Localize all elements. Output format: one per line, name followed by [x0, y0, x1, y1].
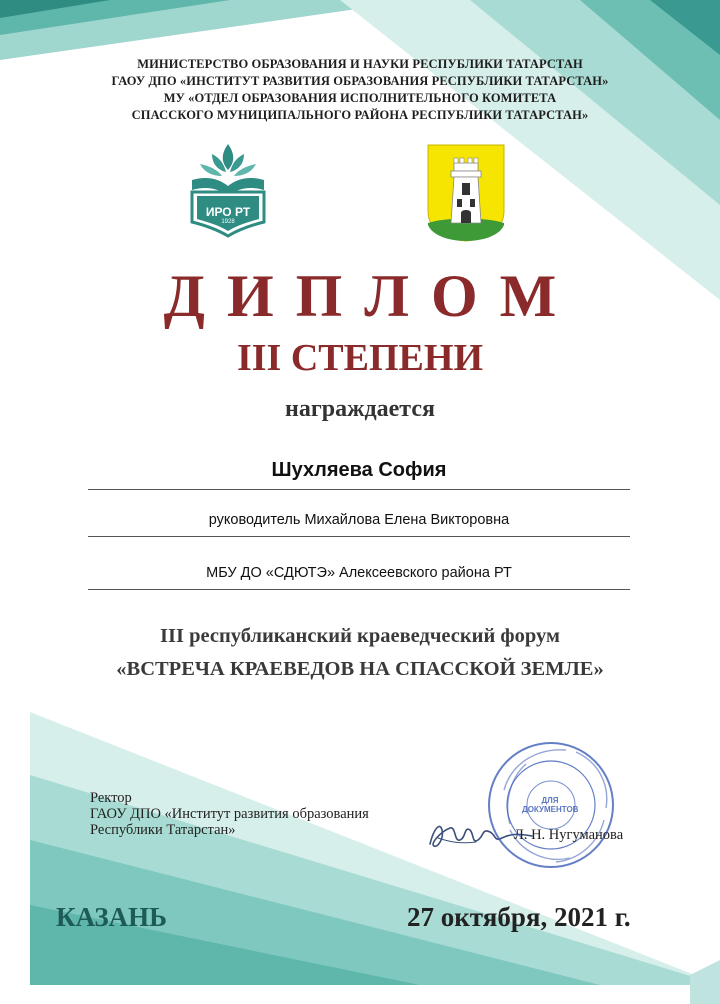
signatory-name: Л. Н. Нугуманова — [514, 827, 624, 843]
recipient-leader: руководитель Михайлова Елена Викторовна — [88, 508, 630, 537]
signatory-position-line: Ректор — [90, 790, 132, 806]
issue-date: 27 октября, 2021 г. — [407, 902, 631, 932]
event-title — [0, 620, 720, 686]
header-line: ГАОУ ДПО «ИНСТИТУТ РАЗВИТИЯ ОБРАЗОВАНИЯ РЕСПУБЛИКИ ТАТАРСТАН» — [111, 74, 609, 88]
stamp-center-text: ДЛЯ ДОКУМЕНТОВ — [522, 796, 579, 814]
iro-logo-year: 1928 — [221, 219, 235, 225]
header-line: МИНИСТЕРСТВО ОБРАЗОВАНИЯ И НАУКИ РЕСПУБЛИКИ ТАТАРСТАН — [137, 57, 583, 71]
coat-of-arms-icon — [426, 143, 506, 243]
issuing-organizations — [0, 56, 720, 124]
award-degree: III СТЕПЕНИ — [236, 337, 484, 379]
event-title-line: III республиканский краеведческий форум — [160, 625, 560, 647]
iro-logo-text: ИРО РТ — [205, 205, 251, 219]
header-line: МУ «ОТДЕЛ ОБРАЗОВАНИЯ ИСПОЛНИТЕЛЬНОГО КОМИТЕТА — [163, 91, 557, 105]
recipient-organization: МБУ ДО «СДЮТЭ» Алексеевского района РТ — [88, 560, 630, 590]
signatory-position-line: ГАОУ ДПО «Институт развития образования — [90, 806, 369, 822]
signatory-position-line: Республики Татарстан» — [90, 822, 236, 838]
awarded-label: награждается — [285, 396, 435, 422]
city-label: КАЗАНЬ — [56, 902, 168, 932]
header-line: СПАССКОГО МУНИЦИПАЛЬНОГО РАЙОНА РЕСПУБЛИКИ ТАТАРСТАН» — [131, 108, 589, 122]
event-title-line: «ВСТРЕЧА КРАЕВЕДОВ НА СПАССКОЙ ЗЕМЛЕ» — [116, 658, 604, 680]
recipient-name: Шухляева София — [88, 455, 630, 490]
signatory-position — [90, 790, 369, 838]
document-title: ДИПЛОМ — [163, 263, 579, 329]
